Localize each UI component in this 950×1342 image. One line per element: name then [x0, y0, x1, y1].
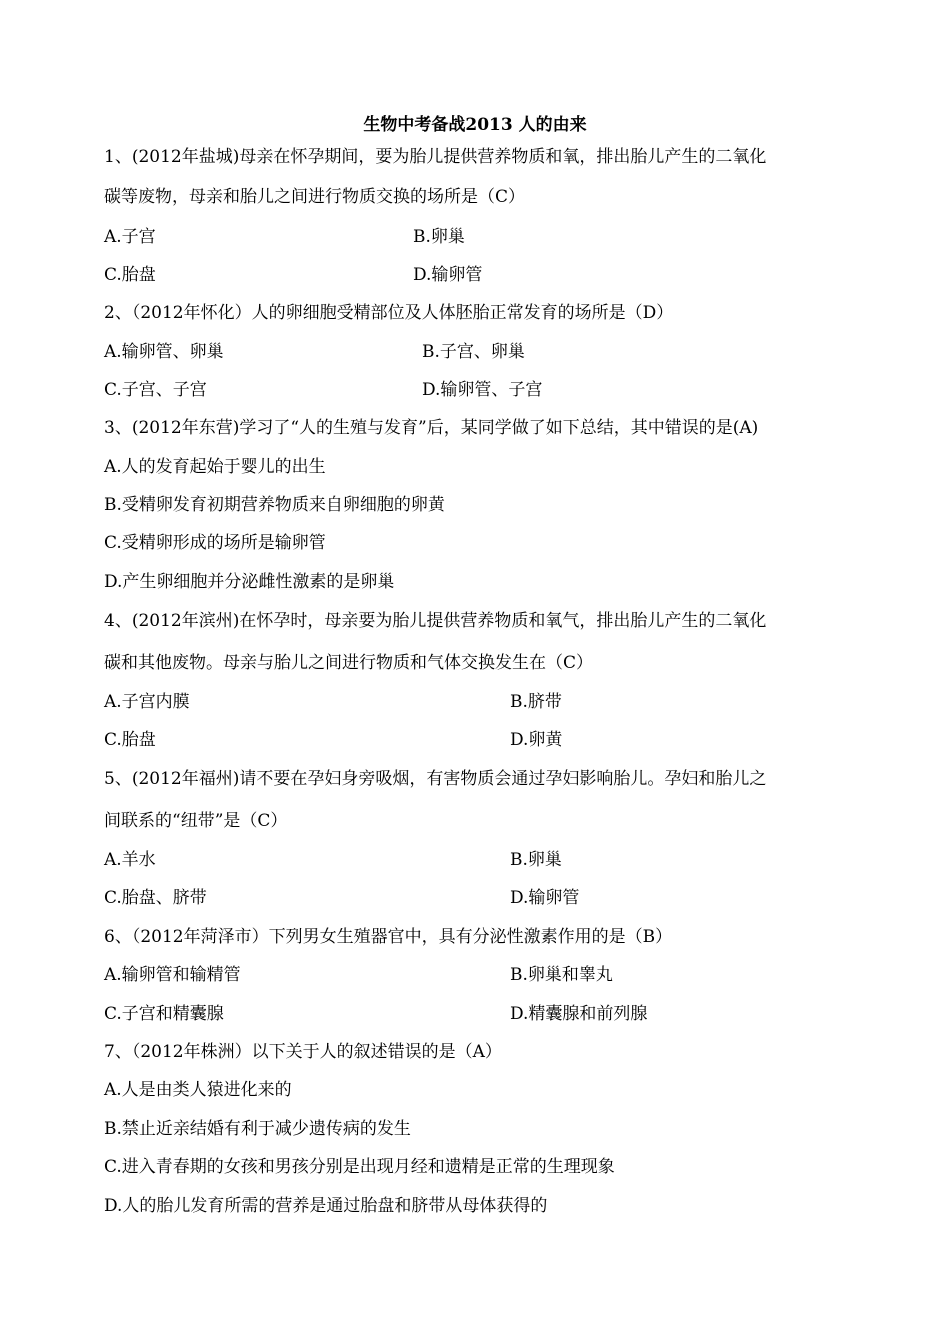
question-7-option-d: D.人的胎儿发育所需的营养是通过胎盘和脐带从母体获得的 — [104, 1196, 548, 1216]
question-5-option-a: A.羊水 — [104, 850, 156, 870]
question-1-option-b: B.卵巢 — [413, 227, 465, 247]
question-1-stem-line-2: 碳等废物，母亲和胎儿之间进行物质交换的场所是（C） — [104, 187, 526, 207]
question-4-option-d: D.卵黄 — [510, 730, 563, 750]
question-7-stem-line-1: 7、（2012年株洲）以下关于人的叙述错误的是（A） — [104, 1042, 502, 1062]
question-5-stem-line-1: 5、(2012年福州)请不要在孕妇身旁吸烟，有害物质会通过孕妇影响胎儿。孕妇和胎儿之 — [104, 769, 767, 789]
question-4-option-a: A.子宫内膜 — [104, 692, 190, 712]
question-1-option-c: C.胎盘 — [104, 265, 156, 285]
question-5-option-b: B.卵巢 — [510, 850, 562, 870]
question-2-stem-line-1: 2、（2012年怀化）人的卵细胞受精部位及人体胚胎正常发育的场所是（D） — [104, 303, 674, 323]
question-6-option-c: C.子宫和精囊腺 — [104, 1004, 224, 1024]
question-2-option-c: C.子宫、子宫 — [104, 380, 207, 400]
question-5-option-c: C.胎盘、脐带 — [104, 888, 207, 908]
question-4-option-b: B.脐带 — [510, 692, 562, 712]
question-3-stem-line-1: 3、(2012年东营)学习了“人的生殖与发育”后，某同学做了如下总结，其中错误的是(A) — [104, 418, 759, 438]
question-4-option-c: C.胎盘 — [104, 730, 156, 750]
question-5-stem-line-2: 间联系的“纽带”是（C） — [104, 811, 288, 831]
question-2-option-a: A.输卵管、卵巢 — [104, 342, 224, 362]
question-4-stem-line-2: 碳和其他废物。母亲与胎儿之间进行物质和气体交换发生在（C） — [104, 653, 594, 673]
document-title: 生物中考备战2013 人的由来 — [363, 115, 587, 135]
question-6-option-a: A.输卵管和输精管 — [104, 965, 241, 985]
question-7-option-b: B.禁止近亲结婚有利于减少遗传病的发生 — [104, 1119, 411, 1139]
question-2-option-d: D.输卵管、子宫 — [422, 380, 543, 400]
question-3-option-a: A.人的发育起始于婴儿的出生 — [104, 457, 326, 477]
question-4-stem-line-1: 4、(2012年滨州)在怀孕时，母亲要为胎儿提供营养物质和氧气，排出胎儿产生的二氧化 — [104, 611, 767, 631]
question-6-option-d: D.精囊腺和前列腺 — [510, 1004, 648, 1024]
question-3-option-c: C.受精卵形成的场所是输卵管 — [104, 533, 326, 553]
question-7-option-a: A.人是由类人猿进化来的 — [104, 1080, 292, 1100]
question-7-option-c: C.进入青春期的女孩和男孩分别是出现月经和遗精是正常的生理现象 — [104, 1157, 615, 1177]
question-6-stem-line-1: 6、（2012年菏泽市）下列男女生殖器官中，具有分泌性激素作用的是（B） — [104, 927, 673, 947]
question-3-option-d: D.产生卵细胞并分泌雌性激素的是卵巢 — [104, 572, 395, 592]
question-1-option-d: D.输卵管 — [413, 265, 483, 285]
question-1-option-a: A.子宫 — [104, 227, 156, 247]
question-2-option-b: B.子宫、卵巢 — [422, 342, 525, 362]
question-3-option-b: B.受精卵发育初期营养物质来自卵细胞的卵黄 — [104, 495, 445, 515]
question-6-option-b: B.卵巢和睾丸 — [510, 965, 613, 985]
question-5-option-d: D.输卵管 — [510, 888, 580, 908]
question-1-stem-line-1: 1、(2012年盐城)母亲在怀孕期间，要为胎儿提供营养物质和氧，排出胎儿产生的二氧化 — [104, 147, 767, 167]
